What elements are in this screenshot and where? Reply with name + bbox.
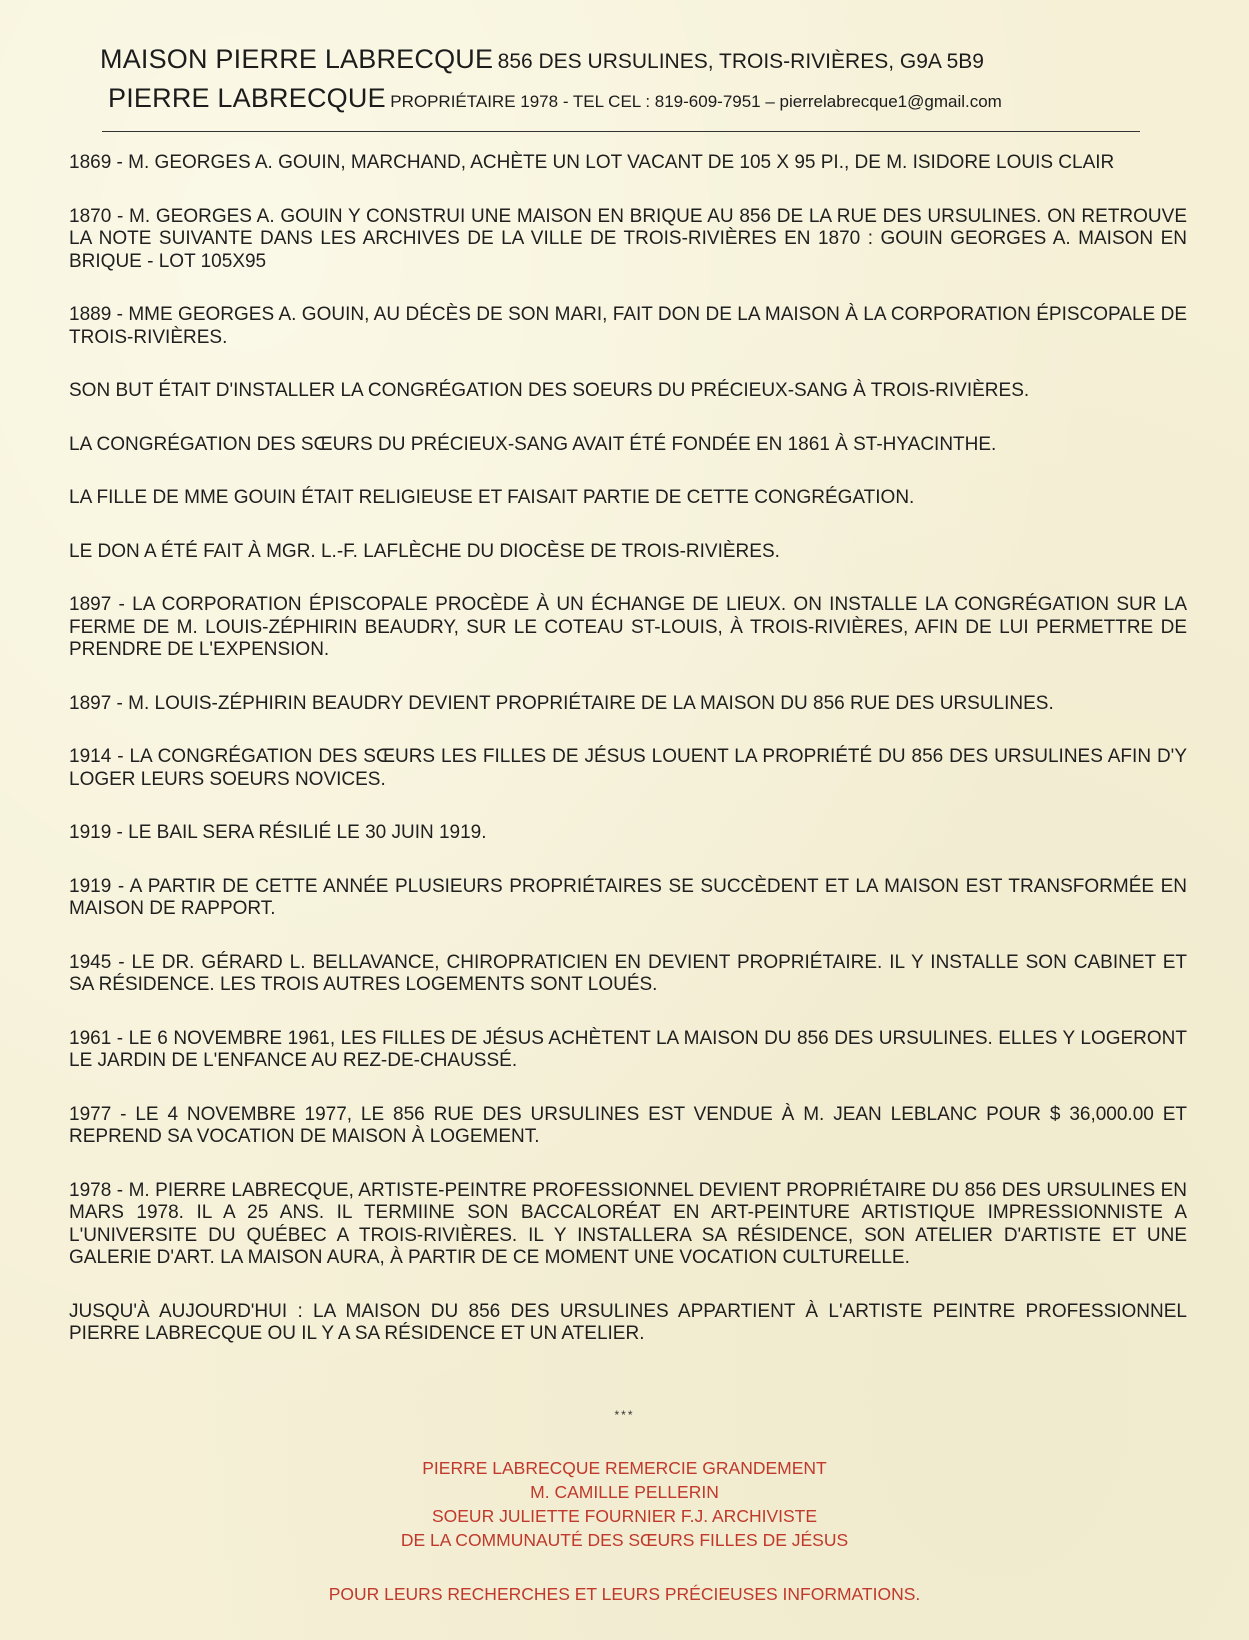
header-divider — [102, 131, 1140, 132]
credit-line: PIERRE LABRECQUE REMERCIE GRANDEMENT — [422, 1458, 827, 1478]
section-separator: *** — [614, 1408, 635, 1422]
history-paragraph: 1889 - MME GEORGES A. GOUIN, AU DÉCÈS DE SON MARI, FAIT DON DE LA MAISON À LA CORPORATION ÉPISCOPALE DE TROIS-RIVIÈRES. — [69, 304, 1187, 348]
history-paragraph: JUSQU'À AUJOURD'HUI : LA MAISON DU 856 DES URSULINES APPARTIENT À L'ARTISTE PEINTRE PROFESSIONNEL PIERRE LABRECQUE OU IL Y A SA RÉSIDENCE ET UN ATELIER. — [69, 1300, 1187, 1344]
history-paragraph: 1869 - M. GEORGES A. GOUIN, MARCHAND, ACHÈTE UN LOT VACANT DE 105 X 95 PI., DE M. ISIDORE LOUIS CLAIR — [69, 152, 1115, 173]
history-paragraph: 1961 - LE 6 NOVEMBRE 1961, LES FILLES DE JÉSUS ACHÈTENT LA MAISON DU 856 DES URSULINES. ELLES Y LOGERONT LE JARDIN DE L'ENFANCE AU REZ-DE-CHAUSSÉ. — [69, 1027, 1187, 1071]
history-paragraph: 1897 - LA CORPORATION ÉPISCOPALE PROCÈDE À UN ÉCHANGE DE LIEUX. ON INSTALLE LA CONGRÉGATION SUR LA FERME DE M. LOUIS-ZÉPHIRIN BEAUDRY, SUR LE COTEAU ST-LOUIS, À TROIS-RIVIÈRES, AFIN DE LUI PERMETTRE DE PRENDRE DE L'EXPENSION. — [69, 594, 1187, 660]
history-body — [69, 152, 1187, 1377]
history-paragraph: 1919 - A PARTIR DE CETTE ANNÉE PLUSIEURS PROPRIÉTAIRES SE SUCCÈDENT ET LA MAISON EST TRANSFORMÉE EN MAISON DE RAPPORT. — [69, 875, 1187, 919]
history-paragraph: LA FILLE DE MME GOUIN ÉTAIT RELIGIEUSE ET FAISAIT PARTIE DE CETTE CONGRÉGATION. — [69, 487, 915, 508]
owner-name: PIERRE LABRECQUE — [108, 83, 386, 113]
credit-line: M. CAMILLE PELLERIN — [530, 1482, 719, 1502]
history-paragraph: 1914 - LA CONGRÉGATION DES SŒURS LES FILLES DE JÉSUS LOUENT LA PROPRIÉTÉ DU 856 DES URSULINES AFIN D'Y LOGER LEURS SOEURS NOVICES. — [69, 746, 1187, 790]
history-paragraph: 1870 - M. GEORGES A. GOUIN Y CONSTRUI UNE MAISON EN BRIQUE AU 856 DE LA RUE DES URSULINES. ON RETROUVE LA NOTE SUIVANTE DANS LES ARCHIVES DE LA VILLE DE TROIS-RIVIÈRES EN 1870 : GOUIN GEORGES A. MAISON EN BRIQUE - LOT 105X95 — [69, 205, 1187, 272]
history-paragraph: 1978 - M. PIERRE LABRECQUE, ARTISTE-PEINTRE PROFESSIONNEL DEVIENT PROPRIÉTAIRE DU 856 DES URSULINES EN MARS 1978. IL A 25 ANS. IL TERMIINE SON BACCALORÉAT EN ART-PEINTURE ARTISTIQUE IMPRESSIONNISTE A L'UNIVERSITE DU QUÉBEC A TROIS-RIVIÈRES. IL Y INSTALLERA SA RÉSIDENCE, SON ATELIER D'ARTISTE ET UNE GALERIE D'ART. LA MAISON AURA, À PARTIR DE CE MOMENT UNE VOCATION CULTURELLE. — [69, 1179, 1187, 1268]
owner-details: PROPRIÉTAIRE 1978 - TEL CEL : 819-609-7951 – pierrelabrecque1@gmail.com — [390, 92, 1002, 111]
business-address: 856 DES URSULINES, TROIS-RIVIÈRES, G9A 5B9 — [497, 50, 984, 73]
history-paragraph: LE DON A ÉTÉ FAIT À MGR. L.-F. LAFLÈCHE DU DIOCÈSE DE TROIS-RIVIÈRES. — [69, 540, 780, 562]
letterhead — [100, 42, 1150, 120]
history-paragraph: 1897 - M. LOUIS-ZÉPHIRIN BEAUDRY DEVIENT PROPRIÉTAIRE DE LA MAISON DU 856 RUE DES URSULINES. — [69, 692, 1054, 714]
history-paragraph: 1945 - LE DR. GÉRARD L. BELLAVANCE, CHIROPRATICIEN EN DEVIENT PROPRIÉTAIRE. IL Y INSTALLE SON CABINET ET SA RÉSIDENCE. LES TROIS AUTRES LOGEMENTS SONT LOUÉS. — [69, 951, 1187, 995]
letterhead-line-1 — [100, 42, 1150, 81]
credit-line: DE LA COMMUNAUTÉ DES SŒURS FILLES DE JÉSUS — [400, 1530, 849, 1550]
letterhead-line-2 — [100, 81, 1150, 120]
closing-line: POUR LEURS RECHERCHES ET LEURS PRÉCIEUSES INFORMATIONS. — [328, 1584, 921, 1604]
credit-line: SOEUR JULIETTE FOURNIER F.J. ARCHIVISTE — [431, 1506, 818, 1526]
history-paragraph: LA CONGRÉGATION DES SŒURS DU PRÉCIEUX-SANG AVAIT ÉTÉ FONDÉE EN 1861 À ST-HYACINTHE. — [69, 433, 997, 455]
history-paragraph: SON BUT ÉTAIT D'INSTALLER LA CONGRÉGATION DES SOEURS DU PRÉCIEUX-SANG À TROIS-RIVIÈRES. — [69, 380, 1030, 401]
acknowledgements — [0, 1456, 1249, 1552]
history-paragraph: 1977 - LE 4 NOVEMBRE 1977, LE 856 RUE DES URSULINES EST VENDUE À M. JEAN LEBLANC POUR $ 36,000.00 ET REPREND SA VOCATION DE MAISON À LOGEMENT. — [69, 1103, 1187, 1147]
history-paragraph: 1919 - LE BAIL SERA RÉSILIÉ LE 30 JUIN 1919. — [69, 822, 487, 843]
business-name: MAISON PIERRE LABRECQUE — [100, 44, 494, 74]
